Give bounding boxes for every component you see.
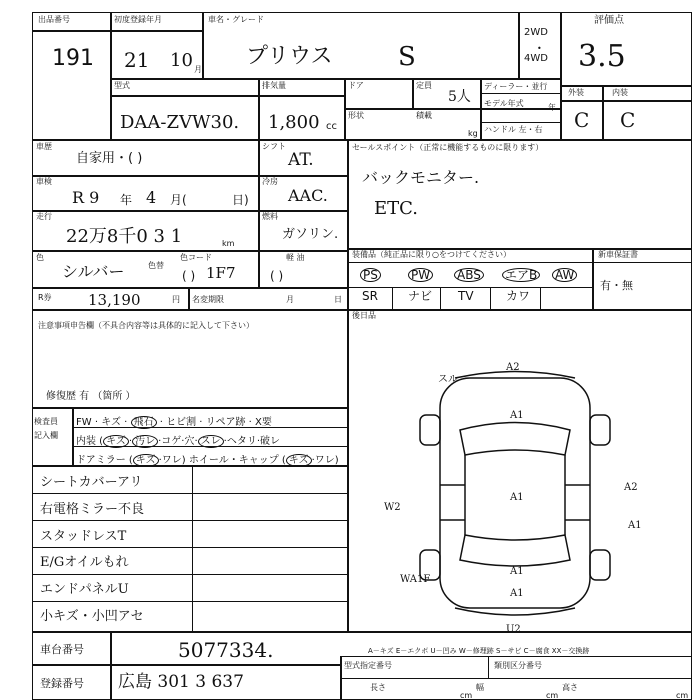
entry-label: 記入欄 — [34, 431, 58, 440]
reg-year: 21 — [124, 48, 150, 72]
exterior-grade: C — [574, 108, 590, 132]
recycle-value: 13,190 — [88, 291, 141, 309]
first-reg-label: 初度登録年月 — [114, 15, 162, 24]
kg-unit: kg — [468, 129, 478, 138]
chassis-label: 車台番号 — [40, 643, 84, 656]
displacement-label: 排気量 — [262, 81, 286, 90]
new-warranty-label: 新車保証書 — [598, 250, 638, 259]
registration-label: 登録番号 — [40, 677, 84, 690]
model-value: DAA-ZVW30. — [120, 112, 240, 133]
equip-item: カワ — [506, 289, 531, 303]
mark-rear: U2 — [506, 624, 521, 635]
insp-item: 飛石 — [131, 416, 157, 429]
mark-right-front: A2 — [624, 482, 638, 493]
mark-left: W2 — [384, 502, 401, 513]
color-code-label: 色コード — [180, 253, 212, 262]
yen-unit: 円 — [172, 295, 180, 304]
equip-item: ナビ — [408, 289, 433, 303]
inspection-year: R 9 — [72, 188, 100, 207]
interior-grade: C — [620, 108, 636, 132]
door-label: ドア — [348, 81, 364, 90]
usage-label: 車歴 — [36, 142, 52, 151]
interior-label: 内装 — [612, 88, 628, 97]
mileage-value: 22万8千0 3 1 — [66, 226, 183, 247]
equipment-row-1 — [352, 268, 588, 286]
note-line: シートカバーアリ — [40, 475, 143, 490]
left-door-line — [440, 485, 465, 520]
length-label: 長さ — [370, 683, 386, 692]
insp-item: キズ — [101, 417, 121, 428]
mark-roof: A1 — [510, 492, 524, 503]
sales-point-2: ETC. — [374, 198, 418, 219]
color-code-value: 1F7 — [206, 264, 236, 282]
insp-item: 汚レ — [132, 435, 158, 448]
equip-item: ABS — [454, 268, 484, 282]
cc-unit: cc — [326, 121, 337, 132]
mark-trunk: A1 — [510, 588, 524, 599]
grade: S — [398, 42, 416, 72]
equip-item: TV — [458, 289, 474, 303]
insp-item: ヒビ割 — [166, 417, 197, 428]
equip-item: エアB — [502, 268, 540, 282]
inspection-year-unit: 年 — [120, 193, 133, 207]
insp-item: キズ — [103, 435, 129, 448]
inspector-row-3: ドアミラー ( キズ ·ワレ) ホイール・キャップ ( キズ ·ワレ) — [76, 455, 339, 466]
inspection-label: 車検 — [36, 177, 52, 186]
mark-front: A2 — [506, 362, 520, 373]
name-change-label: 名変期限 — [192, 295, 224, 304]
cm-unit-2: cm — [546, 691, 559, 700]
equip-item: AW — [552, 268, 577, 282]
rear-bumper — [455, 608, 575, 615]
insp-item: 破レ — [260, 436, 281, 447]
inspection-day-unit: 日) — [232, 193, 249, 207]
lot-label: 出品番号 — [38, 15, 70, 24]
new-warranty-value: 有・無 — [600, 279, 633, 292]
name-change-day: 日 — [334, 295, 342, 304]
insp-item: FW — [76, 417, 92, 428]
mileage-label: 走行 — [36, 212, 52, 221]
note-line: E/Gオイルもれ — [40, 555, 129, 570]
insp-item: スレ — [198, 435, 224, 448]
model-label: 型式 — [114, 81, 130, 90]
capacity-value: 5人 — [448, 89, 471, 105]
color-value: シルバー — [62, 262, 125, 281]
mark-trunk-2: A1 — [510, 566, 524, 577]
name-change-month: 月 — [286, 295, 294, 304]
recycle-label: R券 — [38, 293, 52, 302]
drive-4wd: 4WD — [524, 53, 548, 64]
fuel-label: 燃料 — [262, 212, 278, 221]
color-code-paren: ( ) — [182, 269, 196, 283]
inspector-label: 検査員 — [34, 417, 58, 426]
shift-label: シフト — [262, 142, 286, 151]
cm-unit-3: cm — [676, 691, 689, 700]
insp-item: キズ — [286, 454, 312, 467]
car-damage-diagram — [380, 360, 680, 635]
car-name-label: 車名・グレード — [208, 15, 264, 24]
car-name: プリウス — [246, 44, 333, 69]
insp-item: ホイール・キャップ — [188, 455, 279, 466]
color-label: 色 — [36, 253, 44, 262]
rear-window — [460, 535, 570, 566]
note-line: 右電格ミラー不良 — [40, 502, 145, 517]
inspection-month-unit: 月( — [170, 193, 187, 207]
equip-item: PS — [360, 268, 381, 282]
light-oil-paren: ( ) — [270, 269, 284, 283]
width-label: 幅 — [476, 683, 484, 692]
year-suffix: 年 — [548, 103, 556, 112]
usage-paren: 自家用・( ) — [76, 151, 143, 166]
front-right-wheel — [590, 415, 610, 445]
light-oil-label: 軽 油 — [286, 253, 305, 262]
insp-item: 穴 — [184, 436, 195, 447]
notes-title: 注意事項申告欄（不具合内容等は具体的に記入して下さい） — [38, 321, 254, 330]
equip-item: PW — [408, 268, 433, 282]
right-door-line — [565, 485, 590, 520]
windshield — [460, 423, 570, 456]
inspection-month: 4 — [146, 188, 157, 207]
insp-item: 内装 — [76, 436, 96, 447]
display-label: 型式指定番号 — [344, 661, 392, 670]
score-label: 評価点 — [594, 15, 624, 26]
shape-label: 形状 — [348, 111, 364, 120]
sales-point-1: バックモニター. — [362, 168, 480, 187]
displacement-value: 1,800 — [268, 112, 320, 133]
mark-hood: A1 — [510, 410, 524, 421]
mark-corner: スル — [438, 374, 458, 385]
inspector-row-1: FW · キズ · 飛石 · ヒビ割 · リペア跡 · X要 — [76, 417, 272, 428]
equip-item: SR — [362, 289, 378, 303]
insp-item: リペア跡 — [205, 417, 246, 428]
insp-item: ワレ — [314, 455, 335, 466]
note-line: エンドパネルU — [40, 582, 129, 597]
ac-label: 冷房 — [262, 177, 278, 186]
legend: A－キズ E－エクボ U－凹み W－修理跡 S－サビ C－腐食 XX－交換跡 — [368, 647, 590, 655]
model-year-label: モデル年式 — [484, 99, 524, 108]
month-unit: 月 — [194, 65, 202, 74]
fuel-value: ガソリン. — [282, 227, 339, 242]
insp-item: ヘタリ — [226, 436, 257, 447]
equipment-label: 装備品（純正品に限り○をつけてください） — [352, 250, 511, 259]
mark-left-rear: WA1F — [400, 574, 431, 585]
sales-point-label: セールスポイント（正常に機能するものに限ります） — [352, 143, 544, 152]
shift-value: AT. — [288, 150, 314, 170]
score-value: 3.5 — [578, 39, 626, 74]
insp-item: ドアミラー — [76, 455, 126, 466]
color-change-label: 色替 — [148, 261, 164, 270]
insp-item: X要 — [255, 417, 272, 428]
lot-number: 191 — [52, 46, 94, 71]
cm-unit-1: cm — [460, 691, 473, 700]
reg-month: 10 — [170, 50, 193, 71]
inspector-row-2: 内装 ( キズ · 汚レ ·コゲ·穴· スレ ·ヘタリ·破レ — [76, 436, 281, 447]
chassis-number: 5077334. — [178, 638, 274, 662]
registration-value: 広島 301 3 637 — [118, 672, 244, 692]
repair-history: 修復歴 有 （箇所 ） — [46, 391, 136, 402]
equipment-row-2 — [352, 290, 588, 308]
note-line: スタッドレスT — [40, 529, 127, 544]
dealer-label: ディーラー・並行 — [484, 82, 548, 91]
insp-item: ワレ — [161, 455, 182, 466]
front-left-wheel — [420, 415, 440, 445]
km-unit: km — [222, 239, 235, 248]
note-line: 小キズ・小凹アセ — [40, 609, 144, 624]
handle-label: ハンドル 左・右 — [484, 125, 543, 134]
load-label: 積載 — [416, 111, 432, 120]
insp-item: コゲ — [161, 436, 182, 447]
insp-item: キズ — [133, 454, 159, 467]
class-no-label: 類別区分番号 — [494, 661, 542, 670]
rear-seat-label: 後日品 — [352, 311, 376, 320]
height-label: 高さ — [562, 683, 578, 692]
exterior-label: 外装 — [568, 88, 584, 97]
mark-right-rear: A1 — [628, 520, 642, 531]
drive-dot: • — [537, 44, 542, 53]
rear-right-wheel — [590, 550, 610, 580]
capacity-label: 定員 — [416, 81, 432, 90]
notes-list-box — [32, 466, 348, 632]
drive-2wd: 2WD — [524, 27, 548, 38]
ac-value: AAC. — [288, 186, 328, 205]
